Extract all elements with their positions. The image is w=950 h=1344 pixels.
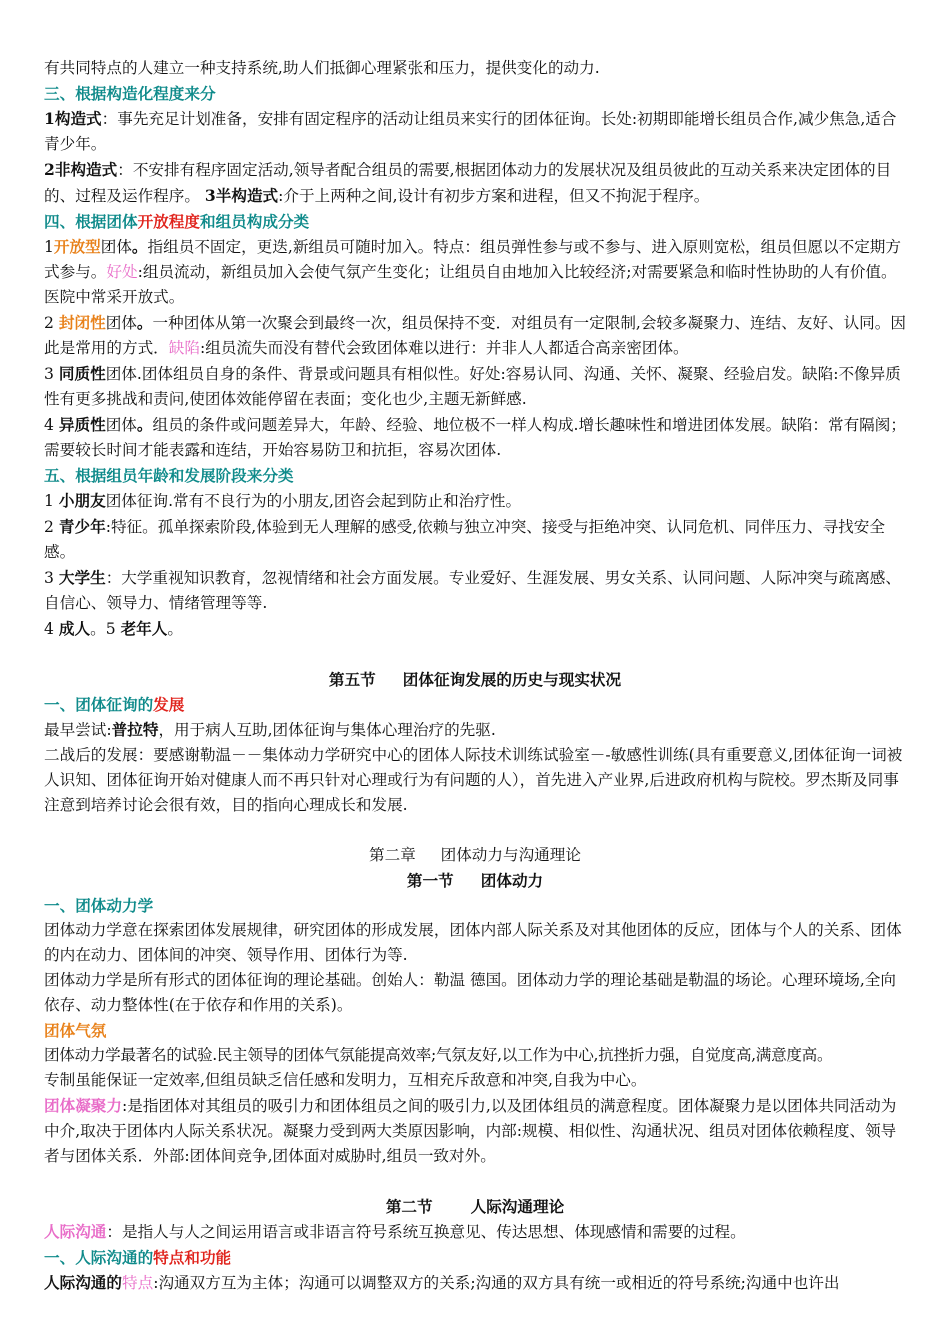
paragraph: 3 同质性团体.团体组员自身的条件、背景或问题具有相似性。好处:容易认同、沟通、关怀、凝聚、经验启发。缺陷:不像异质性有更多挑战和责问,使团体效能停留在表面；变化也少,主题无新鲜感.: [44, 364, 901, 408]
section-title: 第一节 团体动力: [406, 871, 544, 890]
section-title: 第五节 团体征询发展的历史与现实状况: [328, 670, 622, 689]
section-title: 第二节 人际沟通理论: [385, 1197, 565, 1216]
chapter-title: 第二章 团体动力与沟通理论: [369, 846, 581, 864]
paragraph: 团体动力学是所有形式的团体征询的理论基础。创始人：勒温 德国。团体动力学的理论基础是勒温的场论。心理环境场,全向依存、动力整体性(在于依存和作用的关系)。: [44, 971, 896, 1014]
paragraph: 人际沟通：是指人与人之间运用语言或非语言符号系统互换意见、传达思想、体现感情和需要的过程。: [44, 1222, 746, 1241]
paragraph: 2 青少年:特征。孤单探索阶段,体验到无人理解的感受,依赖与独立冲突、接受与拒绝冲突、认同危机、同伴压力、寻找安全感。: [44, 517, 885, 561]
paragraph: 最早尝试:普拉特，用于病人互助,团体征询与集体心理治疗的先驱.: [44, 720, 496, 739]
paragraph: 专制虽能保证一定效率,但组员缺乏信任感和发明力，互相充斥敌意和冲突,自我为中心。: [44, 1071, 647, 1089]
paragraph: 1 小朋友团体征询.常有不良行为的小朋友,团咨会起到防止和治疗性。: [44, 491, 522, 510]
paragraph: 人际沟通的特点:沟通双方互为主体；沟通可以调整双方的关系;沟通的双方具有统一或相近的符号系统;沟通中也许出: [44, 1273, 840, 1292]
paragraph: 1构造式：事先充足计划准备，安排有固定程序的活动让组员来实行的团体征询。长处:初期即能增长组员合作,减少焦急,适合青少年。: [44, 109, 897, 153]
section-heading: 四、根据团体开放程度和组员构成分类: [44, 212, 310, 231]
spacer: [44, 818, 906, 843]
paragraph: 有共同特点的人建立一种支持系统,助人们抵御心理紧张和压力，提供变化的动力.: [44, 59, 600, 77]
spacer: [44, 1169, 906, 1194]
paragraph: 2非构造式：不安排有程序固定活动,领导者配合组员的需要,根据团体动力的发展状况及组员彼此的互动关系来决定团体的目的、过程及运作程序。 3半构造式:介于上两种之间,设计有初步方案和进程，但又不拘泥于程序。: [44, 160, 892, 205]
section-heading: 一、人际沟通的特点和功能: [44, 1248, 232, 1267]
paragraph: 团体动力学意在探索团体发展规律，研究团体的形成发展，团体内部人际关系及对其他团体的反应，团体与个人的关系、团体的内在动力、团体间的冲突、领导作用、团体行为等.: [44, 921, 902, 964]
paragraph: 团体凝聚力:是指团体对其组员的吸引力和团体组员之间的吸引力,以及团体组员的满意程度。团体凝聚力是以团体共同活动为中介,取决于团体内人际关系状况。凝聚力受到两大类原因影响，内部:规模、相似性、沟通状况、组员对团体依赖程度、领导者与团体关系．外部:团体间竞争,团体面对威胁时,组员一致对外。: [44, 1096, 897, 1165]
paragraph: 4 异质性团体。组员的条件或问题差异大，年龄、经验、地位极不一样人构成.增长趣味性和增进团体发展。缺陷：常有隔阂；需要较长时间才能表露和连结，开始容易防卫和抗拒，容易次团体.: [44, 415, 906, 459]
paragraph: 二战后的发展：要感谢勒温－－集体动力学研究中心的团体人际技术训练试验室－-敏感性训练(具有重要意义,团体征询一词被人识知、团体征询开始对健康人而不再只针对心理或行为有问题的人），首先进入产业界,后进政府机构与院校。罗杰斯及同事注意到培养讨论会很有效，目的指向心理成长和发展.: [44, 746, 903, 814]
spacer: [44, 642, 906, 667]
paragraph: 2 封闭性团体。一种团体从第一次聚会到最终一次，组员保持不变．对组员有一定限制,会较多凝聚力、连结、友好、认同。因此是常用的方式．缺陷:组员流失而没有替代会致团体难以进行：并非人人都适合高亲密团体。: [44, 313, 906, 357]
paragraph: 4 成人。5 老年人。: [44, 619, 183, 638]
section-heading: 一、团体动力学: [44, 896, 154, 915]
section-heading: 三、根据构造化程度来分: [44, 84, 216, 103]
subheading: 团体气氛: [44, 1021, 107, 1040]
paragraph: 3 大学生：大学重视知识教育，忽视情绪和社会方面发展。专业爱好、生涯发展、男女关系、认同问题、人际冲突与疏离感、自信心、领导力、情绪管理等等.: [44, 568, 901, 612]
paragraph: 团体动力学最著名的试验.民主领导的团体气氛能提高效率;气氛友好,以工作为中心,抗挫折力强，自觉度高,满意度高。: [44, 1046, 833, 1064]
paragraph: 1开放型团体。指组员不固定，更迭,新组员可随时加入。特点：组员弹性参与或不参与、进入原则宽松，组员但愿以不定期方式参与。好处:组员流动，新组员加入会使气氛产生变化；让组员自由地加入比较经济;对需要紧急和临时性协助的人有价值。医院中常采开放式。: [44, 237, 901, 306]
section-heading: 五、根据组员年龄和发展阶段来分类: [44, 466, 294, 485]
section-heading: 一、团体征询的发展: [44, 695, 185, 714]
